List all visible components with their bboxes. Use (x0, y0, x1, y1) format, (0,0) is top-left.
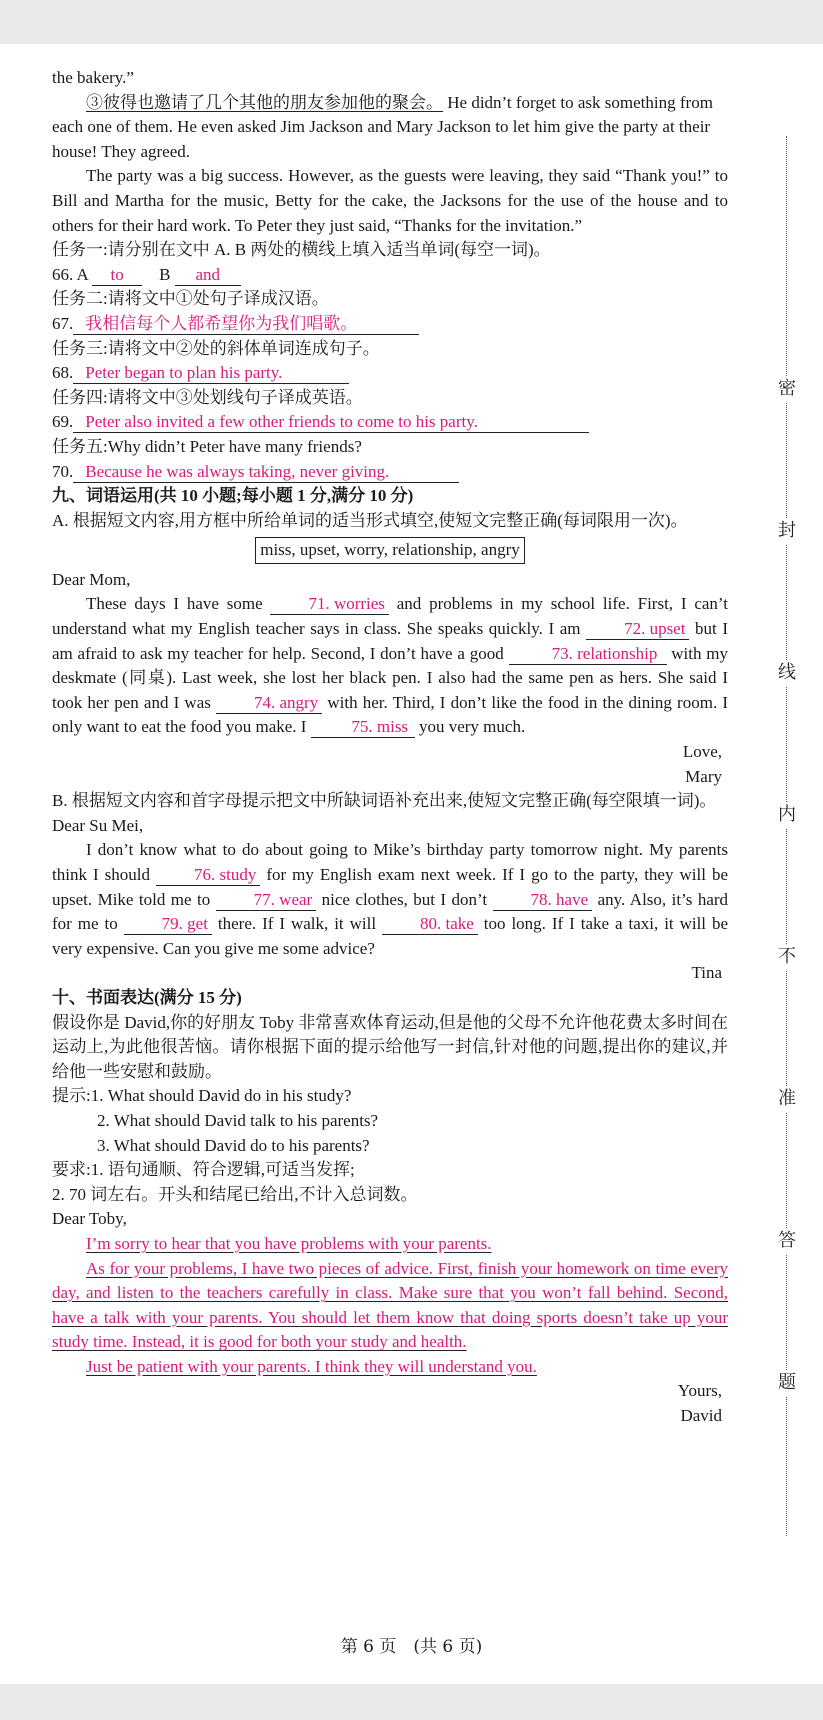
letter-text: with her. Third, I don’t like the food in the dining room. I only want to eat the food you make. I (52, 692, 729, 737)
passage-text: He didn’t forget to ask something from each one of them. He even asked Jim Jackson and Mary Jackson to let him give the party at their house! They agreed. (52, 92, 713, 161)
letter-b-body (52, 838, 728, 961)
answer-72: 72. upset (586, 619, 689, 640)
requirement-2: 2. 70 词左右。开头和结尾已给出,不计入总词数。 (52, 1184, 418, 1204)
question-number: 69. (52, 412, 74, 432)
task-2-instruction: 任务二:请将文中①处句子译成汉语。 (52, 289, 329, 309)
seal-line-margin (772, 136, 802, 1536)
letter-text: any. Also, it’s hard for me to (52, 889, 729, 934)
letter-text: These days I have some (86, 594, 263, 614)
seal-char: 不 (774, 944, 800, 970)
essay-paragraph-2 (52, 1257, 728, 1355)
section-10-heading: 十、书面表达(满分 15 分) (52, 987, 242, 1007)
answer-66 (52, 263, 728, 288)
passage-paragraph-2 (52, 91, 728, 165)
essay-paragraph-3 (52, 1355, 728, 1380)
task-4-instruction: 任务四:请将文中③处划线句子译成英语。 (52, 387, 363, 407)
task-1-instruction: 任务一:请分别在文中 A. B 两处的横线上填入适当单词(每空一词)。 (52, 240, 551, 260)
answer-69 (52, 410, 728, 435)
letter-text: with my deskmate (同桌). Last week, she lost her black pen. I also had the same pen as hers. She said I took her pen and I was (52, 643, 729, 712)
question-number: 66. A (52, 264, 88, 284)
answer-71: 71. worries (270, 594, 388, 615)
letter-text: you very much. (418, 717, 526, 737)
essay-text: Just be patient with your parents. I think they will understand you. (86, 1356, 537, 1376)
hint-1 (52, 1084, 728, 1109)
underlined-sentence-3: ③彼得也邀请了几个其他的朋友参加他的聚会。 (86, 92, 443, 112)
hint-3: 3. What should David do to his parents? (97, 1135, 370, 1155)
page-number-footer: 第 6 页 (共 6 页) (340, 1637, 483, 1657)
letter-text: too long. If I take a taxi, it will be very expensive. Can you give me some advice? (52, 914, 729, 958)
answer-67 (52, 312, 728, 337)
letter-a-greeting: Dear Mom, (52, 569, 131, 589)
letter-text: for my English exam next week. If I go to the party, they will be upset. Mike told me to (52, 865, 728, 909)
answer-66a: to (92, 265, 142, 286)
letter-text: but I am afraid to ask my teacher for help. Second, I don’t have a good (52, 619, 728, 663)
seal-char: 封 (774, 518, 800, 544)
word-box-row (52, 537, 728, 564)
seal-char: 线 (774, 660, 800, 686)
hint-2: 2. What should David talk to his parents? (97, 1110, 379, 1130)
seal-char: 内 (774, 802, 800, 828)
answer-76: 76. study (156, 865, 260, 886)
letter-a-signature: Mary (685, 766, 722, 786)
essay-text: I’m sorry to hear that you have problems with your parents. (86, 1233, 492, 1253)
letter-b-greeting: Dear Su Mei, (52, 815, 144, 835)
passage-line: the bakery.” (52, 68, 134, 87)
answer-69-text: Peter also invited a few other friends to come to his party. (73, 412, 589, 433)
answer-73: 73. relationship (509, 644, 667, 665)
task-5-instruction: 任务五:Why didn’t Peter have many friends? (52, 436, 362, 456)
question-number: 70. (52, 461, 74, 481)
essay-text: As for your problems, I have two pieces of advice. First, finish your homework on time every day, and listen to the teachers carefully in class. Make sure that you won’t fall behind. Second, have a talk with your parents. You should let them know that doing sports doesn’t take up your study time. Instead, it is good for both your study and health. (52, 1258, 728, 1352)
seal-char: 答 (774, 1228, 800, 1254)
seal-char: 题 (774, 1370, 800, 1396)
essay-signature: David (680, 1406, 722, 1426)
question-number: 68. (52, 363, 74, 383)
answer-77: 77. wear (216, 890, 317, 911)
writing-prompt: 假设你是 David,你的好朋友 Toby 非常喜欢体育运动,但是他的父母不允许他花费太多时间在运动上,为此他很苦恼。请你根据下面的提示给他写一封信,针对他的问题,提出你的建议,并给他一些安慰和鼓励。 (52, 1012, 728, 1081)
letter-text: nice clothes, but I don’t (321, 889, 488, 909)
passage-paragraph-3: The party was a big success. However, as the guests were leaving, they said “Thank you!” to Bill and Martha for the music, Betty for the cake, the Jacksons for the use of the house and to others for their hard work. To Peter they just said, “Thanks for the invitation.” (52, 166, 728, 235)
seal-char: 准 (774, 1086, 800, 1112)
letter-text: there. If I walk, it will (217, 914, 377, 934)
section-9b-instruction: B. 根据短文内容和首字母提示把文中所缺词语补充出来,使短文完整正确(每空限填一词)。 (52, 791, 717, 811)
hint-text: 1. What should David do in his study? (90, 1086, 352, 1106)
letter-a-body (52, 592, 728, 740)
letter-text: and problems in my school life. First, I can’t understand what my English teacher says in class. She speaks quickly. I am (52, 594, 729, 639)
question-number: 67. (52, 313, 74, 333)
essay-closing: Yours, (677, 1381, 722, 1401)
answer-74: 74. angry (216, 693, 322, 714)
answer-75: 75. miss (311, 717, 415, 738)
requirement-1: 要求:1. 语句通顺、符合逻辑,可适当发挥; (52, 1160, 355, 1180)
page-content (52, 66, 728, 1429)
essay-paragraph-1 (52, 1232, 728, 1257)
task-3-instruction: 任务三:请将文中②处的斜体单词连成句子。 (52, 338, 380, 358)
essay-greeting: Dear Toby, (52, 1209, 127, 1229)
answer-79: 79. get (124, 914, 212, 935)
blank-label: B (159, 264, 171, 284)
answer-68 (52, 361, 728, 386)
answer-68-text: Peter began to plan his party. (73, 363, 349, 384)
seal-char: 密 (774, 376, 800, 402)
letter-b-signature: Tina (691, 963, 722, 983)
word-box: miss, upset, worry, relationship, angry (255, 537, 525, 564)
section-9-heading: 九、词语运用(共 10 小题;每小题 1 分,满分 10 分) (52, 486, 414, 506)
exam-page (0, 44, 823, 1684)
answer-67-text: 我相信每个人都希望你为我们唱歌。 (73, 314, 419, 335)
answer-66b: and (175, 265, 241, 286)
dotted-seal-line (786, 136, 787, 1536)
answer-70-text: Because he was always taking, never giving. (73, 462, 459, 483)
letter-text: I don’t know what to do about going to Mike’s birthday party tomorrow night. My parents think I should (52, 840, 728, 884)
hint-label: 提示: (52, 1086, 91, 1106)
answer-80: 80. take (382, 914, 478, 935)
letter-a-closing: Love, (682, 742, 722, 762)
answer-70 (52, 460, 728, 485)
section-9a-instruction: A. 根据短文内容,用方框中所给单词的适当形式填空,使短文完整正确(每词限用一次)。 (52, 510, 688, 530)
answer-78: 78. have (493, 890, 593, 911)
